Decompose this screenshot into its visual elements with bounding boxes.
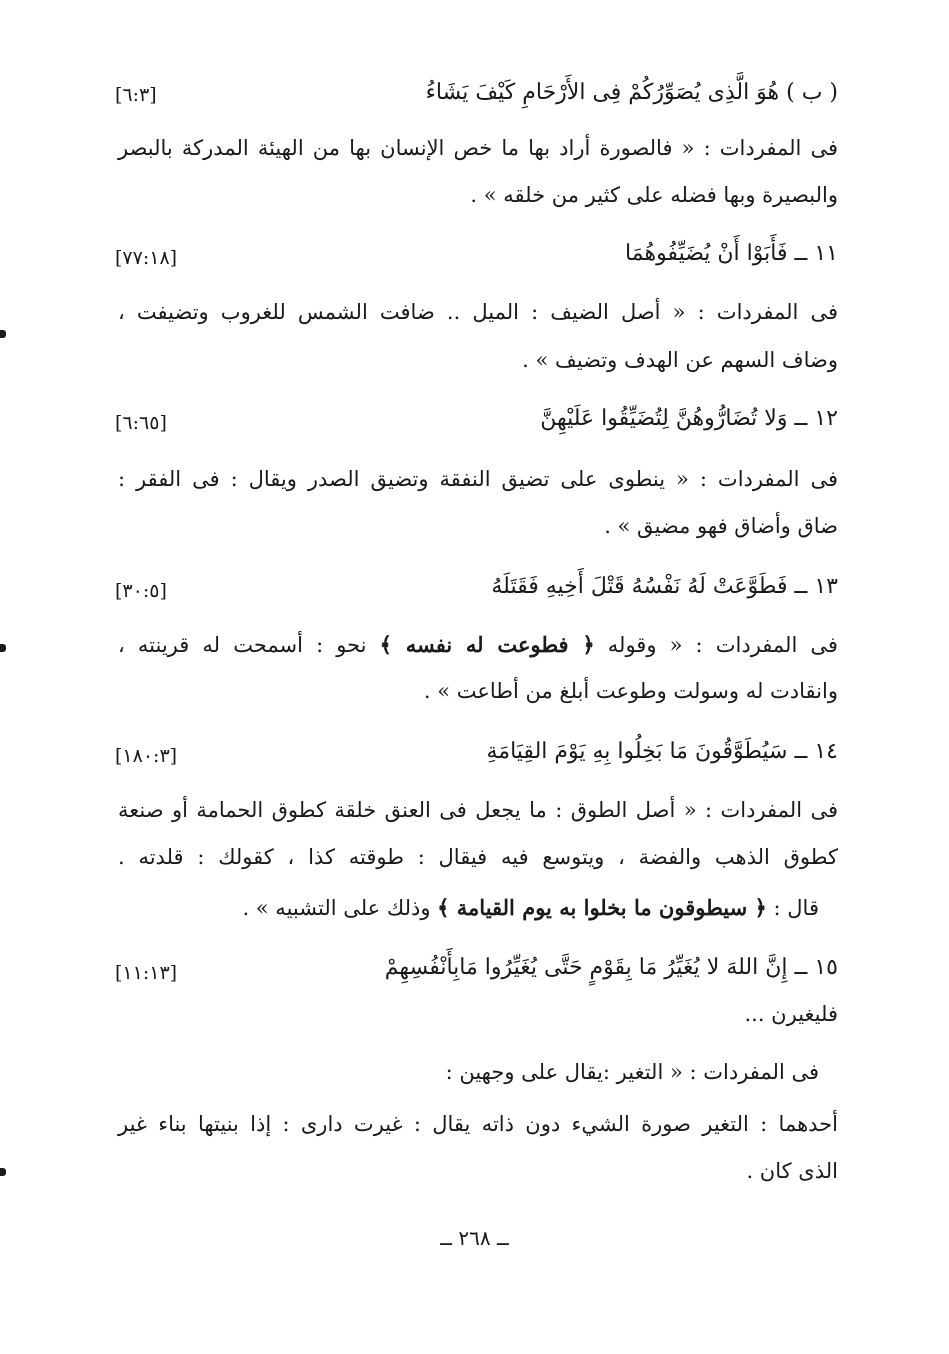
verse-11-ref: [٧٧:١٨] [115, 247, 178, 269]
para-5-line-3-end: وذلك على التشبيه » . [242, 896, 431, 920]
para-2-line-1: فى المفردات : « أصل الضيف : الميل .. ضافت الشمس للغروب وتضيفت ، [118, 300, 838, 324]
para-1-line-2: والبصيرة وبها فضله على كثير من خلقه » . [470, 183, 838, 207]
para-4-line-2: وانقادت له وسولت وطوعت أبلغ من أطاعت » . [423, 679, 838, 703]
para-5-line-1: فى المفردات : « أصل الطوق : ما يجعل فى العنق خلقة كطوق الحمامة أو صنعة [118, 798, 838, 822]
para-3-line-1: فى المفردات : « ينطوى على تضيق النفقة وتضيق الصدر ويقال : فى الفقر : [118, 467, 838, 491]
para-4-line-1-start: فى المفردات : « وقوله [607, 633, 838, 657]
verse-b-ref: [٦:٣] [115, 84, 157, 106]
scan-edge-mark [0, 644, 6, 652]
para-4-line-1-end: نحو : أسمحت له قرينته ، [118, 633, 367, 657]
para-5-line-3 [242, 895, 819, 920]
verse-13: ١٣ ــ فَطَوَّعَتْ لَهُ نَفْسُهُ قَتْلَ أَخِيهِ فَقَتَلَهُ [491, 574, 838, 599]
para-4-quote: ﴿ فطوعت له نفسه ﴾ [379, 632, 595, 657]
para-2-line-2: وضاف السهم عن الهدف وتضيف » . [522, 348, 838, 372]
verse-15-ref: [١١:١٣] [115, 962, 178, 984]
verse-14: ١٤ ــ سَيُطَوَّقُونَ مَا بَخِلُوا بِهِ يَوْمَ القِيَامَةِ [486, 739, 838, 764]
para-3-line-2: ضاق وأضاق فهو مضيق » . [604, 514, 838, 538]
verse-b: ( ب ) هُوَ الَّذِى يُصَوِّرُكُمْ فِى الأَرْحَامِ كَيْفَ يَشَاءُ [425, 80, 838, 105]
scan-edge-mark [0, 330, 6, 338]
verse-12-ref: [٦:٦٥] [115, 412, 167, 434]
para-4-line-1 [118, 632, 838, 657]
para-5-line-2: كطوق الذهب والفضة ، ويتوسع فيه فيقال : طوقته كذا ، كقولك : قلدته . [118, 845, 838, 869]
verse-11: ١١ ــ فَأَبَوْا أَنْ يُضَيِّفُوهُمَا [625, 241, 838, 266]
verse-12: ١٢ ــ وَلا تُضَارُّوهُنَّ لِتُضَيِّقُوا عَلَيْهِنَّ [540, 406, 838, 431]
para-6-line-2: أحدهما : التغير صورة الشيء دون ذاته يقال : غيرت دارى : إذا بنيتها بناء غير [118, 1112, 838, 1136]
verse-14-ref: [١٨٠:٣] [115, 745, 178, 767]
verse-15-continuation: فليغيرن ... [744, 1002, 838, 1026]
para-6-line-3: الذى كان . [746, 1159, 838, 1183]
para-1-line-1: فى المفردات : « فالصورة أراد بها ما خص الإنسان بها من الهيئة المدركة بالبصر [118, 136, 838, 160]
page-number: ــ ٢٦٨ ــ [440, 1226, 509, 1250]
verse-15: ١٥ ــ إِنَّ اللهَ لا يُغَيِّرُ مَا بِقَوْمٍ حَتَّى يُغَيِّرُوا مَابِأَنْفُسِهِمْ [384, 955, 838, 980]
para-6-line-1: فى المفردات : « التغير :يقال على وجهين : [445, 1060, 819, 1084]
para-5-quote: ﴿ سيطوقون ما بخلوا به يوم القيامة ﴾ [437, 895, 767, 920]
verse-13-ref: [٣٠:٥] [115, 580, 167, 602]
para-5-line-3-start: قال : [773, 896, 819, 920]
scan-edge-mark [0, 1168, 6, 1176]
